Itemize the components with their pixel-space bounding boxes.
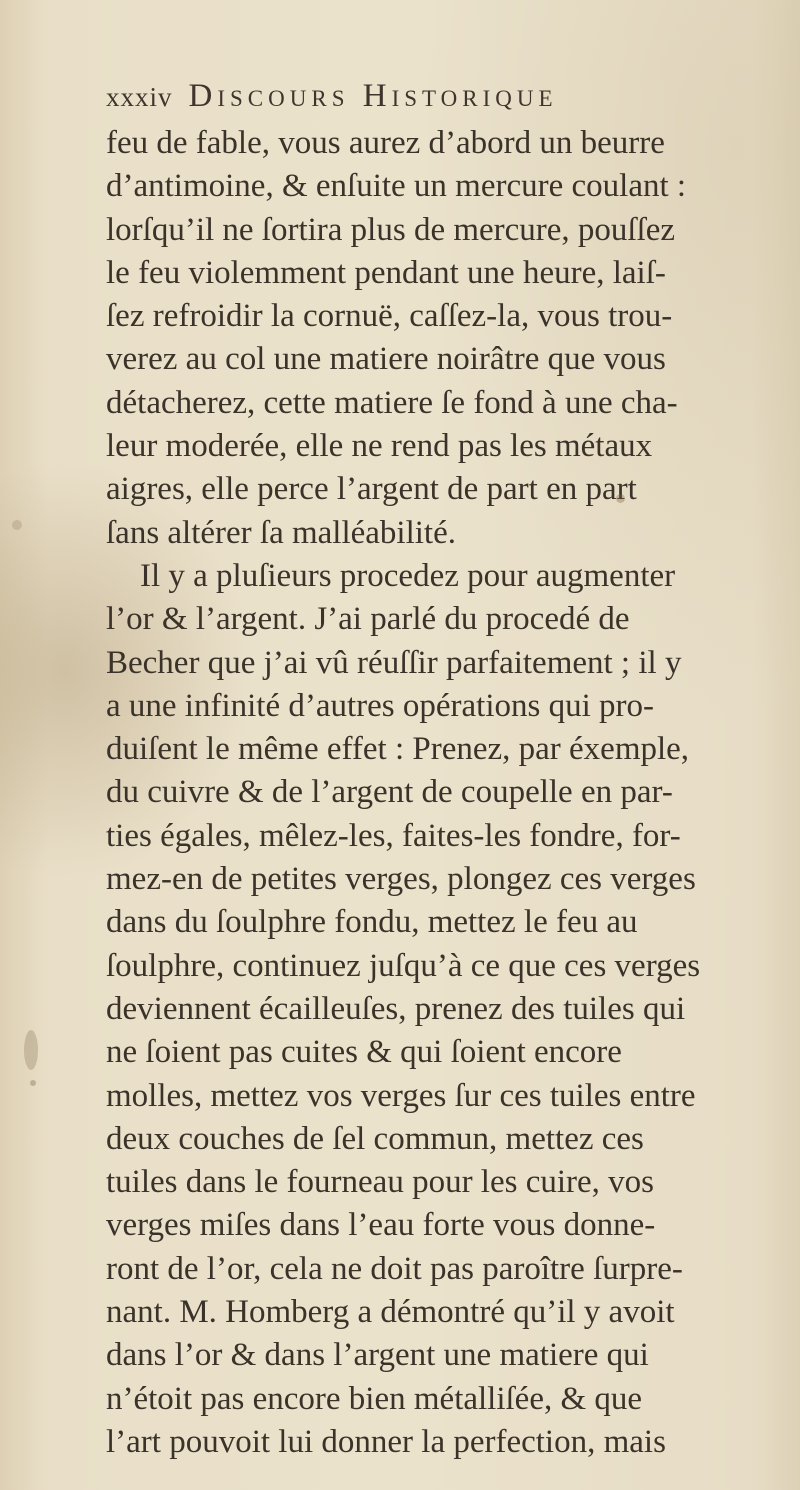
- text-line: molles, mettez vos verges ſur ces tuiles entre: [106, 1077, 696, 1114]
- text-line: ties égales, mêlez-les, faites-les fondre, for-: [106, 817, 681, 854]
- text-line: deux couches de ſel commun, mettez ces: [106, 1120, 644, 1157]
- text-line: verges miſes dans l’eau forte vous donne-: [106, 1207, 656, 1244]
- paragraph-start-line: Il y a pluſieurs procedez pour augmenter: [140, 557, 676, 594]
- running-title: Discours Historique: [188, 78, 558, 114]
- text-line: deviennent écailleuſes, prenez des tuiles qui: [106, 990, 686, 1027]
- text-line: nant. M. Homberg a démontré qu’il y avoit: [106, 1294, 675, 1331]
- text-line: duiſent le même effet : Prenez, par éxemple,: [106, 731, 690, 768]
- text-line: mez-en de petites verges, plongez ces verges: [106, 861, 696, 898]
- text-line: ſoulphre, continuez juſqu’à ce que ces verges: [106, 947, 701, 984]
- paper-stain: [616, 494, 625, 503]
- text-line: lorſqu’il ne ſortira plus de mercure, pouſſez: [106, 211, 676, 248]
- page-number: xxxiv: [106, 82, 173, 112]
- running-header: [106, 78, 706, 122]
- text-line: l’or & l’argent. J’ai parlé du procedé de: [106, 601, 630, 638]
- body-text: [106, 122, 746, 1464]
- text-line: le feu violemment pendant une heure, laiſ-: [106, 254, 666, 291]
- text-line: ne ſoient pas cuites & qui ſoient encore: [106, 1034, 622, 1071]
- paper-stain: [24, 1030, 38, 1070]
- text-line: a une infinité d’autres opérations qui pro-: [106, 687, 654, 724]
- text-line: du cuivre & de l’argent de coupelle en par-: [106, 774, 673, 811]
- text-line: leur moderée, elle ne rend pas les métaux: [106, 428, 653, 465]
- text-line: détacherez, cette matiere ſe fond à une cha-: [106, 384, 678, 421]
- text-line: d’antimoine, & enſuite un mercure coulant :: [106, 168, 687, 205]
- text-line: feu de fable, vous aurez d’abord un beurre: [106, 125, 665, 161]
- text-line: verez au col une matiere noirâtre que vous: [106, 341, 666, 378]
- text-line: tuiles dans le fourneau pour les cuire, vos: [106, 1164, 655, 1201]
- text-line: dans du ſoulphre fondu, mettez le feu au: [106, 904, 638, 941]
- paper-stain: [12, 520, 22, 530]
- text-line: n’étoit pas encore bien métalliſée, & que: [106, 1380, 643, 1417]
- text-line: l’art pouvoit lui donner la perfection, mais: [106, 1423, 666, 1460]
- paper-stain: [30, 1080, 36, 1086]
- text-line: dans l’or & dans l’argent une matiere qui: [106, 1337, 649, 1374]
- text-line: Becher que j’ai vû réuſſir parfaitement ; il y: [106, 644, 682, 681]
- text-line: aigres, elle perce l’argent de part en part: [106, 471, 637, 508]
- text-line: ſez refroidir la cornuë, caſſez-la, vous trou-: [106, 298, 673, 335]
- text-line: ſans altérer ſa malléabilité.: [106, 514, 456, 551]
- text-line: ront de l’or, cela ne doit pas paroître ſurpre-: [106, 1250, 683, 1287]
